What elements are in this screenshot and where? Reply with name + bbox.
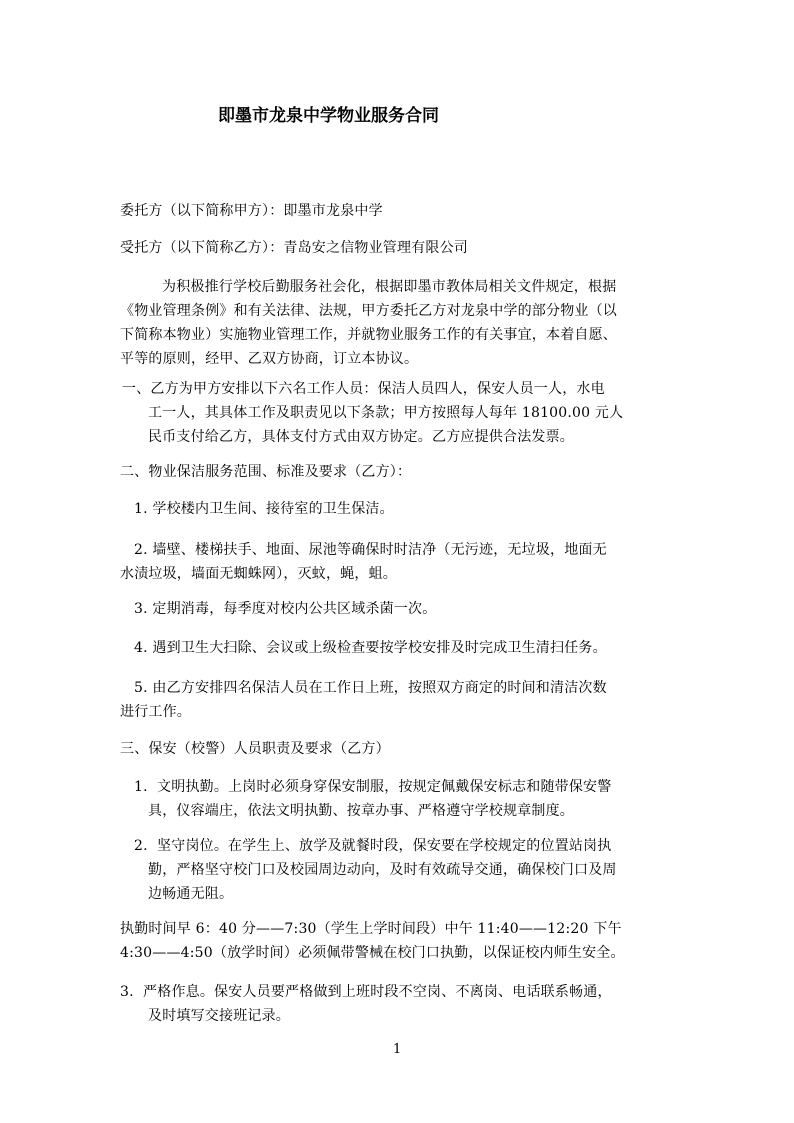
page-number: 1 [393,1042,402,1057]
duty-time-line-2: 4:30——4:50（放学时间）必须佩带警械在校门口执勤，以保证校内师生安全。 [120,945,625,961]
section2-item-5-line-2: 进行工作。 [120,704,191,720]
section2-heading: 二、物业保洁服务范围、标准及要求（乙方）： [120,464,412,480]
section3-item-3-line-1: 3. 严格作息。保安人员要严格做到上班时段不空岗、不离岗、电话联系畅通， [120,984,612,1000]
section1-line-1: 一、乙方为甲方安排以下六名工作人员：保洁人员四人，保安人员一人，水电 [122,381,605,397]
section2-item-2-line-1: 2. 墙壁、楼梯扶手、地面、尿池等确保时时洁净（无污迹，无垃圾，地面无 [134,542,607,558]
section3-item-1-line-1: 1. 文明执勤。上岗时必须身穿保安制服，按规定佩戴保安标志和随带保安警 [134,779,612,795]
section3-item-2-line-1: 2. 坚守岗位。在学生上、放学及就餐时段，保安要在学校规定的位置站岗执 [134,838,612,854]
section2-item-1: 1. 学校楼内卫生间、接待室的卫生保洁。 [134,501,394,517]
preamble-line-3: 下简称本物业）实施物业管理工作，并就物业服务工作的有关事宜，本着自愿、 [120,327,617,343]
contract-title: 即墨市龙泉中学物业服务合同 [218,106,439,126]
section2-item-2-line-2: 水渍垃圾，墙面无蜘蛛网），灭蚊，蝇，蛆。 [120,566,397,582]
section2-item-4: 4. 遇到卫生大扫除、会议或上级检查要按学校安排及时完成卫生清扫任务。 [134,640,607,656]
section1-line-2: 工一人，其具体工作及职责见以下条款；甲方按照每人每年 18100.00 元人 [148,405,624,421]
section2-item-5-line-1: 5. 由乙方安排四名保洁人员在工作日上班，按照双方商定的时间和清洁次数 [134,680,607,696]
client-party-line: 委托方（以下简称甲方）：即墨市龙泉中学 [120,203,383,219]
preamble-line-2: 《物业管理条例》和有关法律、法规，甲方委托乙方对龙泉中学的部分物业（以 [120,303,617,319]
section3-item-3-line-2: 及时填写交接班记录。 [148,1008,290,1024]
preamble-line-4: 平等的原则，经甲、乙双方协商，订立本协议。 [120,351,419,367]
section3-heading: 三、保安（校警）人员职责及要求（乙方） [120,741,390,757]
section3-item-2-line-3: 边畅通无阻。 [148,886,234,902]
section3-item-1-line-2: 具，仪容端庄，依法文明执勤、按章办事、严格遵守学校规章制度。 [148,803,574,819]
duty-time-line-1: 执勤时间早 6：40 分——7:30（学生上学时间段）中午 11:40——12:20 下午 [120,921,622,937]
section2-item-3: 3. 定期消毒，每季度对校内公共区域杀菌一次。 [134,601,437,617]
preamble-line-1: 为积极推行学校后勤服务社会化，根据即墨市教体局相关文件规定，根据 [162,279,617,295]
contractor-party-line: 受托方（以下简称乙方）：青岛安之信物业管理有限公司 [120,240,468,256]
section1-line-3: 民币支付给乙方，具体支付方式由双方协定。乙方应提供合法发票。 [148,429,574,445]
section3-item-2-line-2: 勤，严格坚守校门口及校园周边动向，及时有效疏导交通，确保校门口及周 [148,862,617,878]
